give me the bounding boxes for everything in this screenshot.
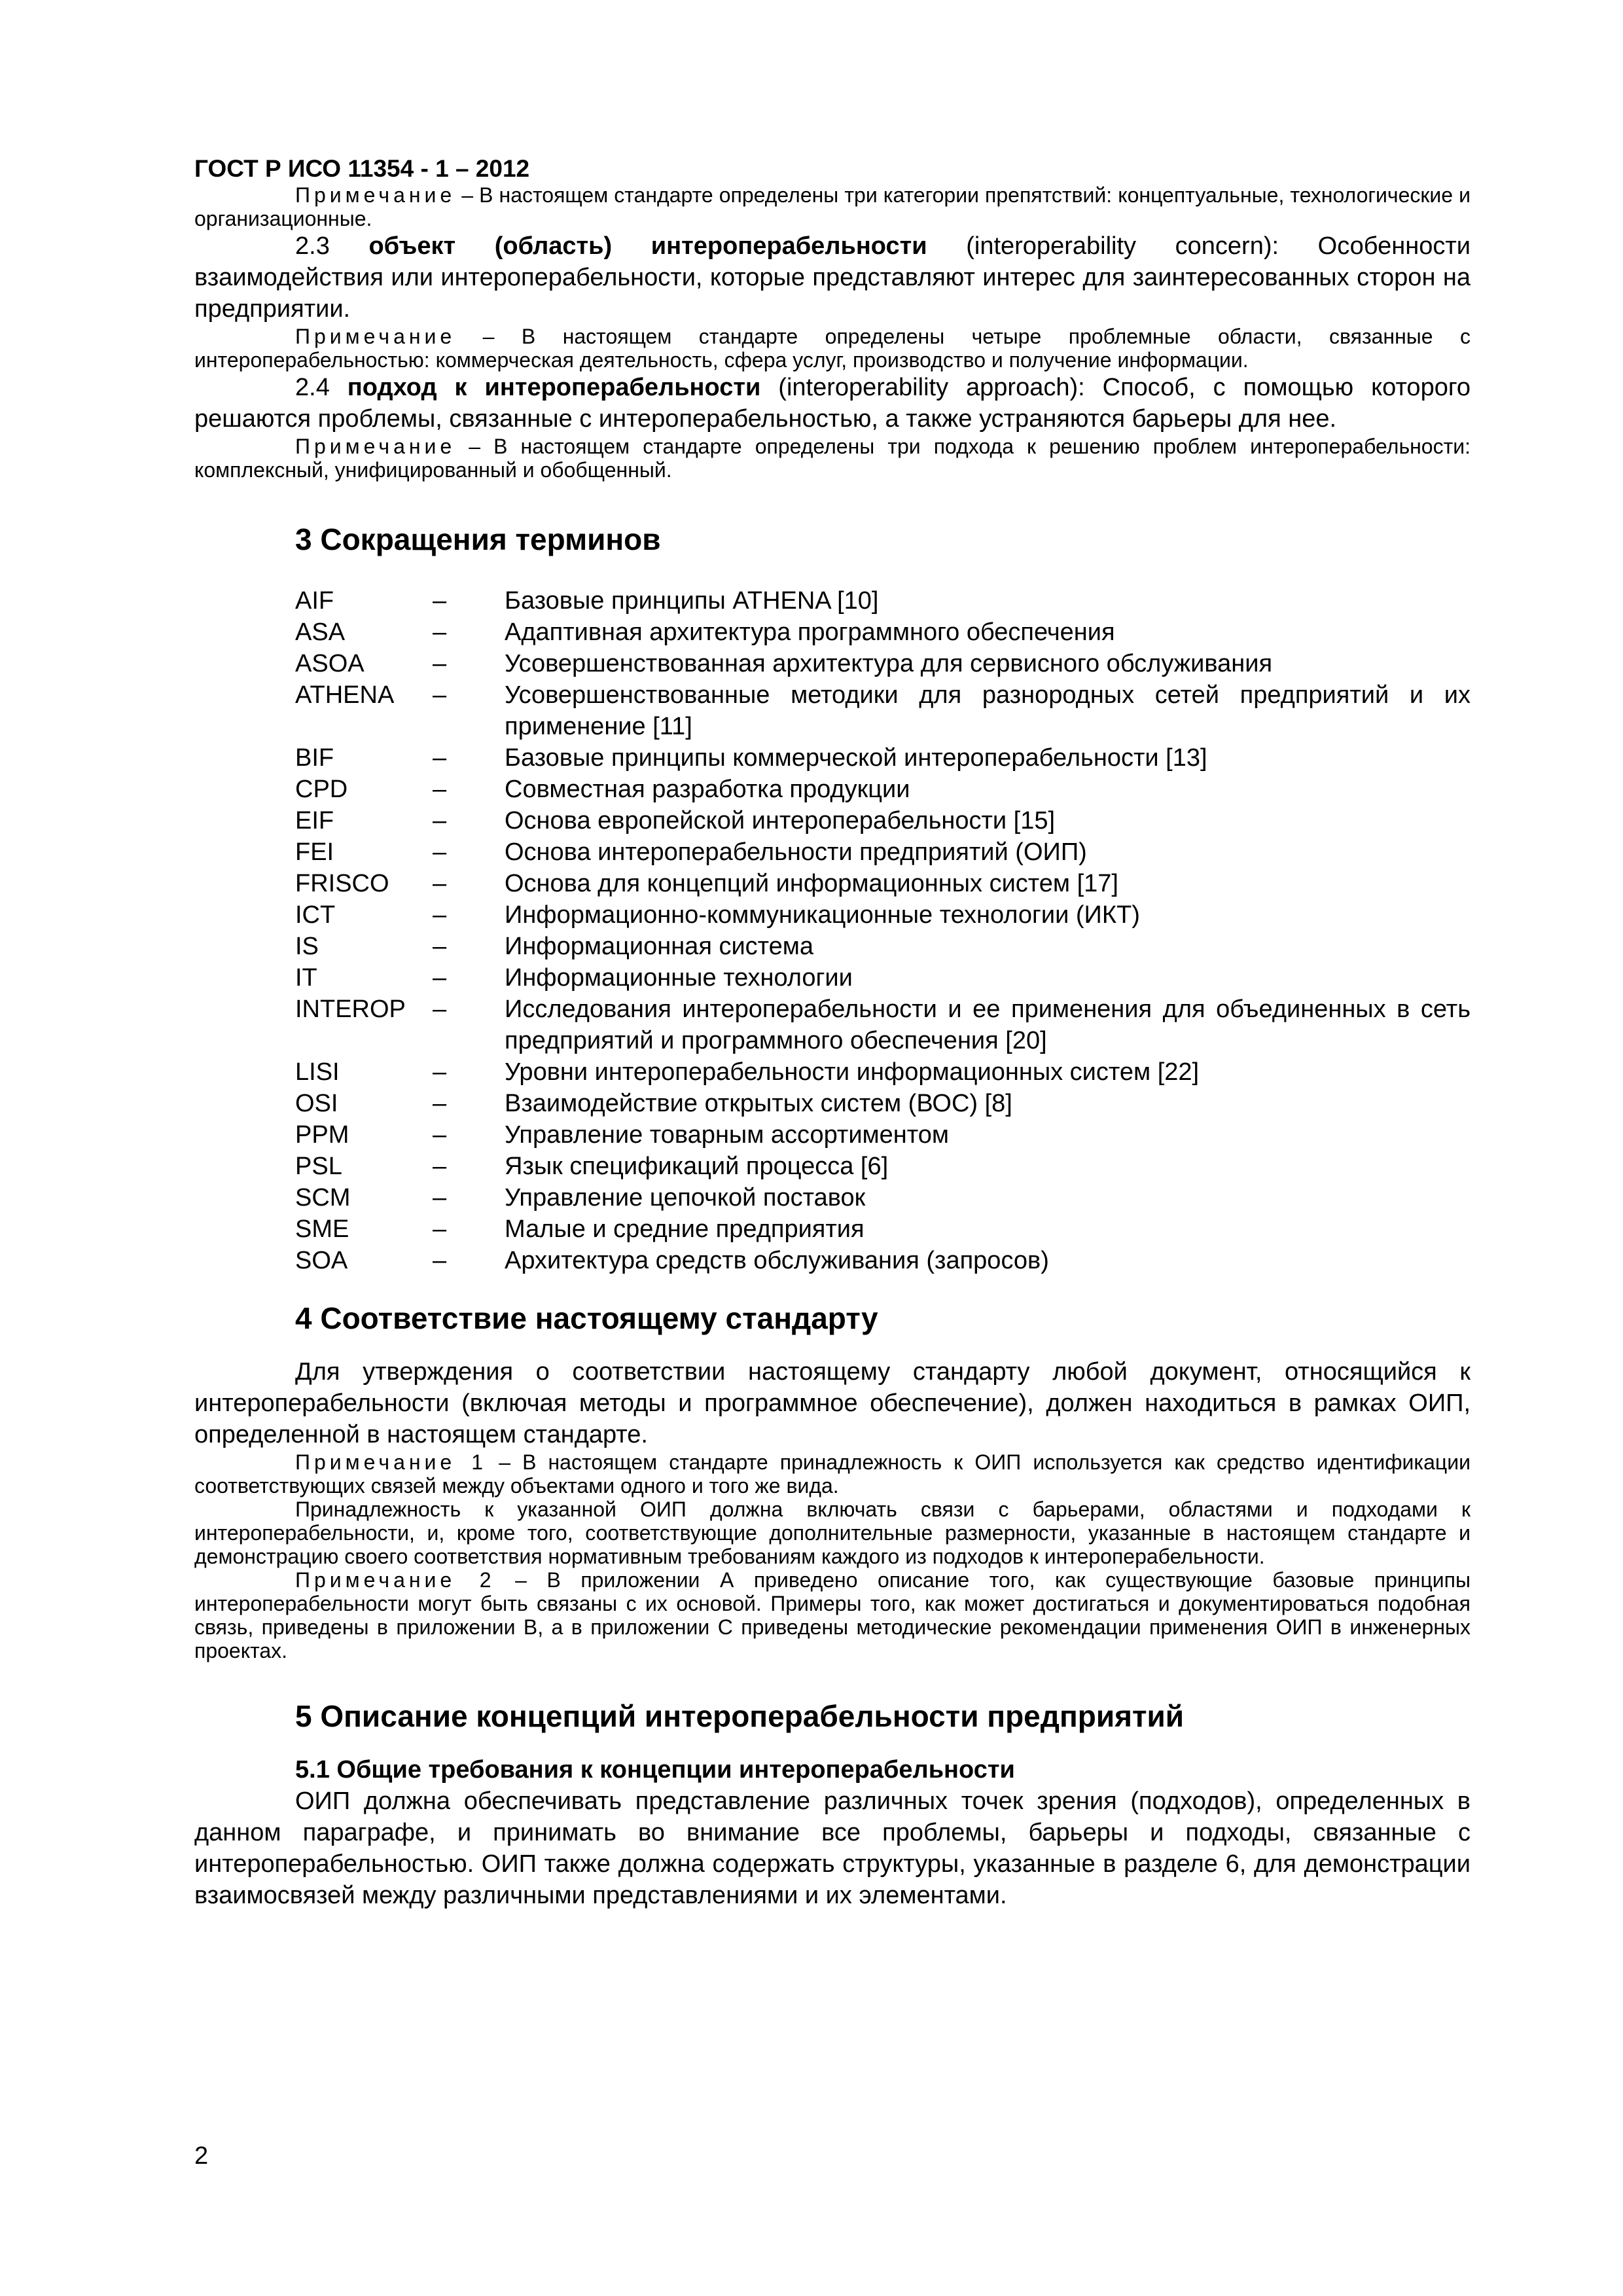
- abbreviation-code: ATHENA: [295, 681, 395, 709]
- section-5-1-paragraph: ОИП должна обеспечивать представление различных точек зрения (подходов), определенных в данном параграфе, и принимать во внимание все проблемы, барьеры и подходы, связанные с интероперабельностью. ОИП также должна содержать структуры, указанные в разделе 6, для демонстрации взаимосвязей между различными представлениями и их элементами.: [194, 1787, 1471, 1909]
- note-text: – В приложении А приведено описание того, как существующие базовые принципы интероперабельности могут быть связаны с их основой. Примеры того, как может достигаться и документироваться подобная связь, приведены в приложении В, а в приложении С приведены методические рекомендации применения ОИП в инженерных проектах.: [194, 1568, 1471, 1662]
- note-text: – В настоящем стандарте определены четыре проблемные области, связанные с интероперабельностью: коммерческая деятельность, сфера услуг, производство и получение информации.: [194, 325, 1471, 372]
- note-concerns: [194, 325, 1471, 372]
- document-page: [194, 154, 1471, 1911]
- note-label: Примечание 1: [295, 1450, 488, 1474]
- abbreviations-list: [295, 585, 1471, 1276]
- abbreviation-row: [295, 1182, 1471, 1213]
- abbreviation-row: [295, 679, 1471, 742]
- abbreviation-dash: –: [433, 996, 447, 1023]
- abbreviation-description: Адаптивная архитектура программного обеспечения: [505, 619, 1115, 646]
- section-5-title: 5 Описание концепций интероперабельности предприятий: [295, 1699, 1185, 1733]
- abbreviation-description: Управление товарным ассортиментом: [505, 1121, 950, 1149]
- abbreviation-row: [295, 836, 1471, 868]
- abbreviation-row: [295, 1088, 1471, 1119]
- abbreviation-code: ICT: [295, 901, 336, 929]
- abbreviation-row: [295, 962, 1471, 994]
- definition-2-3: [194, 230, 1471, 325]
- abbreviation-description: Уровни интероперабельности информационных систем [22]: [505, 1058, 1200, 1086]
- abbreviation-code: IT: [295, 964, 317, 992]
- abbreviation-description: Архитектура средств обслуживания (запросов): [505, 1247, 1049, 1274]
- abbreviation-dash: –: [433, 964, 447, 992]
- def-term: подход к интероперабельности: [347, 374, 761, 401]
- abbreviation-code: INTEROP: [295, 996, 406, 1023]
- note-text: – В настоящем стандарте определены три подхода к решению проблем интероперабельности: комплексный, унифицированный и обобщенный.: [194, 435, 1471, 482]
- abbreviation-dash: –: [433, 838, 447, 866]
- abbreviation-row: [295, 899, 1471, 931]
- abbreviation-dash: –: [433, 744, 447, 772]
- abbreviation-code: PPM: [295, 1121, 349, 1149]
- abbreviation-row: [295, 868, 1471, 899]
- abbreviation-row: [295, 1213, 1471, 1245]
- abbreviation-description: Усовершенствованные методики для разнородных сетей предприятий и их применение [11]: [505, 681, 1471, 740]
- abbreviation-description: Взаимодействие открытых систем (ВОС) [8]: [505, 1090, 1012, 1117]
- abbreviation-row: [295, 805, 1471, 836]
- abbreviation-code: AIF: [295, 587, 334, 615]
- def-term: объект (область) интероперабельности: [368, 232, 927, 260]
- note-text: – В настоящем стандарте принадлежность к ОИП используется как средство идентификации соответствующих связей между объектами одного и того же вида.: [194, 1450, 1471, 1498]
- abbreviation-dash: –: [433, 1247, 447, 1274]
- abbreviation-row: [295, 585, 1471, 617]
- note-label: Примечание: [295, 325, 456, 348]
- abbreviation-dash: –: [433, 619, 447, 646]
- abbreviation-description: Управление цепочкой поставок: [505, 1184, 866, 1211]
- abbreviation-dash: –: [433, 1153, 447, 1180]
- abbreviation-dash: –: [433, 650, 447, 677]
- abbreviation-dash: –: [433, 901, 447, 929]
- abbreviation-code: LISI: [295, 1058, 340, 1086]
- abbreviation-dash: –: [433, 1090, 447, 1117]
- def-number: 2.3: [295, 232, 369, 260]
- subsection-5-1-title: 5.1 Общие требования к концепции интероперабельности: [295, 1756, 1015, 1784]
- section-3-title: 3 Сокращения терминов: [295, 522, 661, 556]
- abbreviation-row: [295, 742, 1471, 774]
- abbreviation-row: [295, 648, 1471, 679]
- abbreviation-code: IS: [295, 933, 319, 960]
- abbreviation-dash: –: [433, 587, 447, 615]
- abbreviation-code: SME: [295, 1215, 349, 1243]
- abbreviation-dash: –: [433, 1215, 447, 1243]
- section-4-title: 4 Соответствие настоящему стандарту: [295, 1301, 878, 1335]
- abbreviation-description: Исследования интероперабельности и ее применения для объединенных в сеть предприятий и программного обеспечения [20]: [505, 996, 1471, 1054]
- page-number: 2: [194, 2142, 209, 2170]
- abbreviation-row: [295, 1056, 1471, 1088]
- abbreviation-code: SCM: [295, 1184, 351, 1211]
- abbreviation-row: [295, 994, 1471, 1056]
- note-label: Примечание: [295, 435, 456, 458]
- note-approaches: [194, 435, 1471, 482]
- note-1: [194, 1450, 1471, 1498]
- abbreviation-dash: –: [433, 1184, 447, 1211]
- abbreviation-row: [295, 1151, 1471, 1182]
- abbreviation-description: Совместная разработка продукции: [505, 776, 910, 803]
- abbreviation-row: [295, 931, 1471, 962]
- definition-2-4: [194, 372, 1471, 435]
- abbreviation-dash: –: [433, 1058, 447, 1086]
- abbreviation-description: Базовые принципы коммерческой интероперабельности [13]: [505, 744, 1207, 772]
- abbreviation-description: Усовершенствованная архитектура для сервисного обслуживания: [505, 650, 1273, 677]
- section-4-paragraph: Для утверждения о соответствии настоящему стандарту любой документ, относящийся к интероперабельности (включая методы и программное обеспечение), должен находиться в рамках ОИП, определенной в настоящем стандарте.: [194, 1358, 1471, 1448]
- note-2: [194, 1568, 1471, 1662]
- note-1-continuation: Принадлежность к указанной ОИП должна включать связи с барьерами, областями и подходами к интероперабельности, и, кроме того, соответствующие дополнительные размерности, указанные в настоящем стандарте и демонстрацию своего соответствия нормативным требованиям каждого из подходов к интероперабельности.: [194, 1498, 1471, 1568]
- abbreviation-code: BIF: [295, 744, 334, 772]
- note-text: – В настоящем стандарте определены три категории препятствий: концептуальные, технологические и организационные.: [194, 183, 1471, 230]
- abbreviation-dash: –: [433, 681, 447, 709]
- abbreviation-description: Информационная система: [505, 933, 814, 960]
- note-barriers: [194, 183, 1471, 230]
- abbreviation-description: Основа для концепций информационных систем [17]: [505, 870, 1118, 897]
- abbreviation-dash: –: [433, 807, 447, 834]
- abbreviation-row: [295, 1119, 1471, 1151]
- abbreviation-dash: –: [433, 933, 447, 960]
- abbreviation-row: [295, 1245, 1471, 1276]
- abbreviation-code: CPD: [295, 776, 348, 803]
- def-text: (interoperability concern): Особенности взаимодействия или интероперабельности, которые представляют интерес для заинтересованных сторон на предприятии.: [194, 232, 1471, 323]
- abbreviation-row: [295, 617, 1471, 648]
- abbreviation-dash: –: [433, 870, 447, 897]
- note-label: Примечание 2: [295, 1568, 495, 1592]
- abbreviation-code: PSL: [295, 1153, 342, 1180]
- abbreviation-code: ASA: [295, 619, 346, 646]
- abbreviation-dash: –: [433, 1121, 447, 1149]
- abbreviation-code: FEI: [295, 838, 334, 866]
- document-header: ГОСТ Р ИСО 11354 - 1 – 2012: [194, 155, 530, 182]
- abbreviation-description: Информационно-коммуникационные технологии (ИКТ): [505, 901, 1140, 929]
- note-label: Примечание: [295, 183, 456, 207]
- abbreviation-description: Малые и средние предприятия: [505, 1215, 865, 1243]
- def-number: 2.4: [295, 374, 348, 401]
- abbreviation-code: FRISCO: [295, 870, 389, 897]
- abbreviation-row: [295, 774, 1471, 805]
- abbreviation-code: EIF: [295, 807, 334, 834]
- abbreviation-description: Язык спецификаций процесса [6]: [505, 1153, 889, 1180]
- abbreviation-code: ASOA: [295, 650, 365, 677]
- abbreviation-code: OSI: [295, 1090, 338, 1117]
- abbreviation-dash: –: [433, 776, 447, 803]
- abbreviation-code: SOA: [295, 1247, 348, 1274]
- abbreviation-description: Базовые принципы ATHENA [10]: [505, 587, 879, 615]
- abbreviation-description: Информационные технологии: [505, 964, 853, 992]
- def-text: (interoperability approach): Способ, с помощью которого решаются проблемы, связанные с интероперабельностью, а также устраняются барьеры для нее.: [194, 374, 1471, 433]
- abbreviation-description: Основа интероперабельности предприятий (ОИП): [505, 838, 1087, 866]
- abbreviation-description: Основа европейской интероперабельности [15]: [505, 807, 1056, 834]
